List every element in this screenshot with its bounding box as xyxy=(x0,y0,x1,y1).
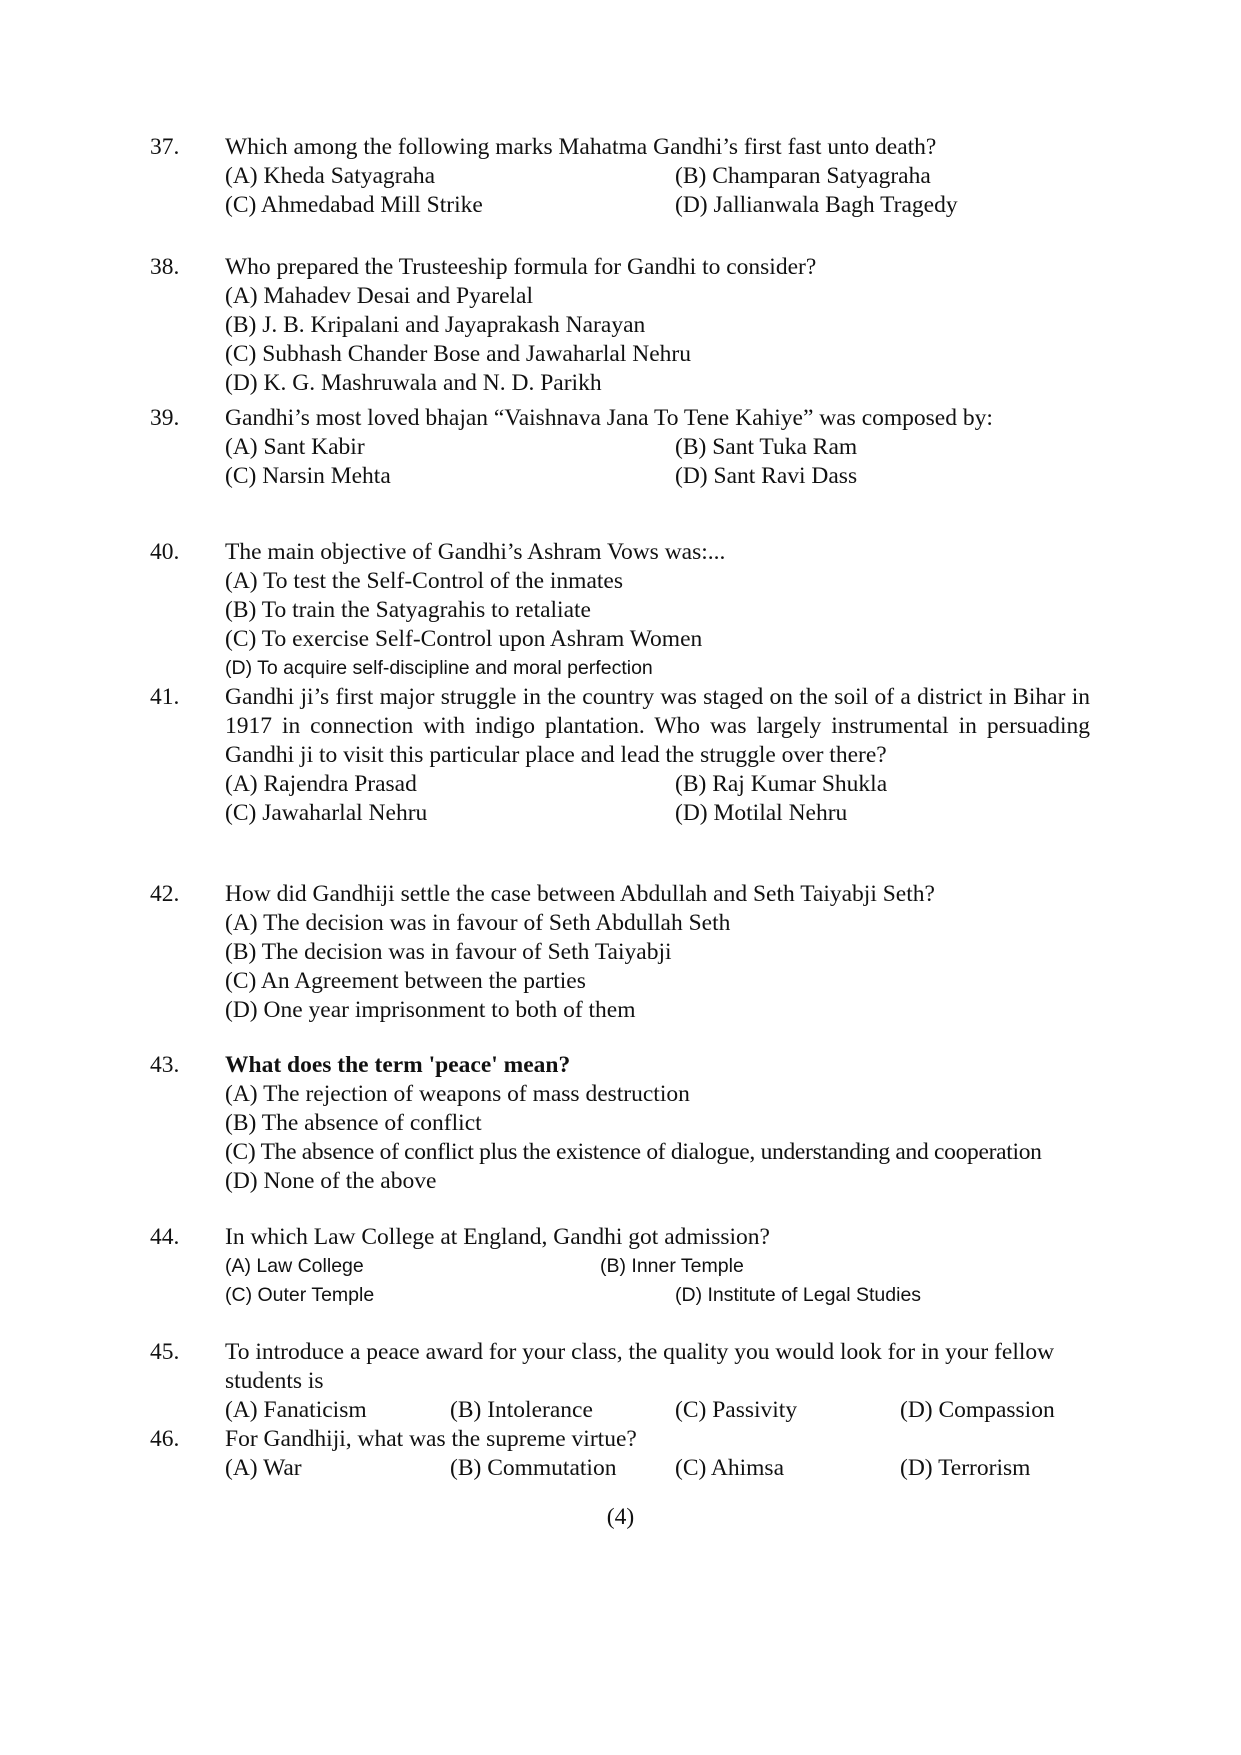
option-b: (B) Inner Temple xyxy=(600,1255,744,1277)
option-a: (A) Mahadev Desai and Pyarelal xyxy=(225,283,533,309)
question-42 xyxy=(150,880,1090,1025)
question-number: 41. xyxy=(150,684,180,710)
option-c: (C) Ahimsa xyxy=(675,1455,785,1481)
question-40 xyxy=(150,538,1090,683)
question-46 xyxy=(150,1425,1090,1483)
option-b: (B) Sant Tuka Ram xyxy=(675,434,858,460)
question-text: Gandhi’s most loved bhajan “Vaishnava Jana To Tene Kahiye” was composed by: xyxy=(225,405,993,431)
option-d: (D) Motilal Nehru xyxy=(675,800,848,826)
option-a: (A) The decision was in favour of Seth Abdullah Seth xyxy=(225,910,731,936)
question-text-line-2: students is xyxy=(225,1368,324,1394)
option-c: (C) Jawaharlal Nehru xyxy=(225,800,428,826)
option-d: (D) Institute of Legal Studies xyxy=(675,1284,922,1306)
option-c: (C) Passivity xyxy=(675,1397,798,1423)
question-number: 44. xyxy=(150,1224,180,1250)
option-c: (C) An Agreement between the parties xyxy=(225,968,586,994)
option-c: (C) The absence of conflict plus the existence of dialogue, understanding and cooperation xyxy=(225,1139,1042,1165)
question-number: 39. xyxy=(150,405,180,431)
option-c: (C) Subhash Chander Bose and Jawaharlal Nehru xyxy=(225,341,691,367)
question-number: 46. xyxy=(150,1426,180,1452)
option-d: (D) Compassion xyxy=(900,1397,1055,1423)
question-38 xyxy=(150,253,1090,398)
option-a: (A) War xyxy=(225,1455,302,1481)
question-37 xyxy=(150,133,1090,220)
option-a: (A) Rajendra Prasad xyxy=(225,771,417,797)
question-45 xyxy=(150,1338,1090,1425)
page-number: (4) xyxy=(606,1504,635,1530)
option-c: (C) Narsin Mehta xyxy=(225,463,391,489)
question-number: 45. xyxy=(150,1339,180,1365)
question-text: Which among the following marks Mahatma Gandhi’s first fast unto death? xyxy=(225,134,937,160)
option-b: (B) Intolerance xyxy=(450,1397,593,1423)
question-number: 42. xyxy=(150,881,180,907)
option-a: (A) Sant Kabir xyxy=(225,434,365,460)
option-d: (D) Jallianwala Bagh Tragedy xyxy=(675,192,958,218)
option-b: (B) Commutation xyxy=(450,1455,617,1481)
option-d: (D) K. G. Mashruwala and N. D. Parikh xyxy=(225,370,602,396)
option-c: (C) To exercise Self-Control upon Ashram Women xyxy=(225,626,703,652)
question-39 xyxy=(150,404,1090,491)
option-c: (C) Ahmedabad Mill Strike xyxy=(225,192,483,218)
question-41 xyxy=(150,683,1090,828)
question-44 xyxy=(150,1223,1090,1310)
question-number: 40. xyxy=(150,539,180,565)
option-b: (B) To train the Satyagrahis to retaliate xyxy=(225,597,591,623)
question-text: Who prepared the Trusteeship formula for Gandhi to consider? xyxy=(225,254,817,280)
option-a: (A) To test the Self-Control of the inmates xyxy=(225,568,623,594)
option-a: (A) Fanaticism xyxy=(225,1397,367,1423)
question-number: 37. xyxy=(150,134,180,160)
question-text: In which Law College at England, Gandhi got admission? xyxy=(225,1224,770,1250)
question-text: What does the term 'peace' mean? xyxy=(225,1052,571,1078)
option-b: (B) Raj Kumar Shukla xyxy=(675,771,888,797)
question-43 xyxy=(150,1051,1090,1196)
option-d: (D) One year imprisonment to both of them xyxy=(225,997,636,1023)
option-d: (D) To acquire self-discipline and moral perfection xyxy=(225,657,653,679)
option-b: (B) The absence of conflict xyxy=(225,1110,482,1136)
option-b: (B) Champaran Satyagraha xyxy=(675,163,931,189)
option-a: (A) The rejection of weapons of mass destruction xyxy=(225,1081,690,1107)
question-text: The main objective of Gandhi’s Ashram Vows was:... xyxy=(225,539,726,565)
option-a: (A) Kheda Satyagraha xyxy=(225,163,436,189)
option-d: (D) Terrorism xyxy=(900,1455,1031,1481)
option-d: (D) None of the above xyxy=(225,1168,437,1194)
option-b: (B) The decision was in favour of Seth Taiyabji xyxy=(225,939,672,965)
option-a: (A) Law College xyxy=(225,1255,364,1277)
question-text: For Gandhiji, what was the supreme virtue? xyxy=(225,1426,637,1452)
question-number: 43. xyxy=(150,1052,180,1078)
question-number: 38. xyxy=(150,254,180,280)
option-b: (B) J. B. Kripalani and Jayaprakash Narayan xyxy=(225,312,646,338)
question-text: How did Gandhiji settle the case between Abdullah and Seth Taiyabji Seth? xyxy=(225,881,935,907)
question-text: Gandhi ji’s first major struggle in the country was staged on the soil of a district in Bihar in 1917 in connection with indigo plantation. Who was largely instrumental in persuading Gandhi ji to visit this particular place and lead the struggle over there? xyxy=(225,684,1090,768)
option-d: (D) Sant Ravi Dass xyxy=(675,463,858,489)
option-c: (C) Outer Temple xyxy=(225,1284,375,1306)
question-text-line-1: To introduce a peace award for your class, the quality you would look for in your fellow xyxy=(225,1339,1055,1365)
